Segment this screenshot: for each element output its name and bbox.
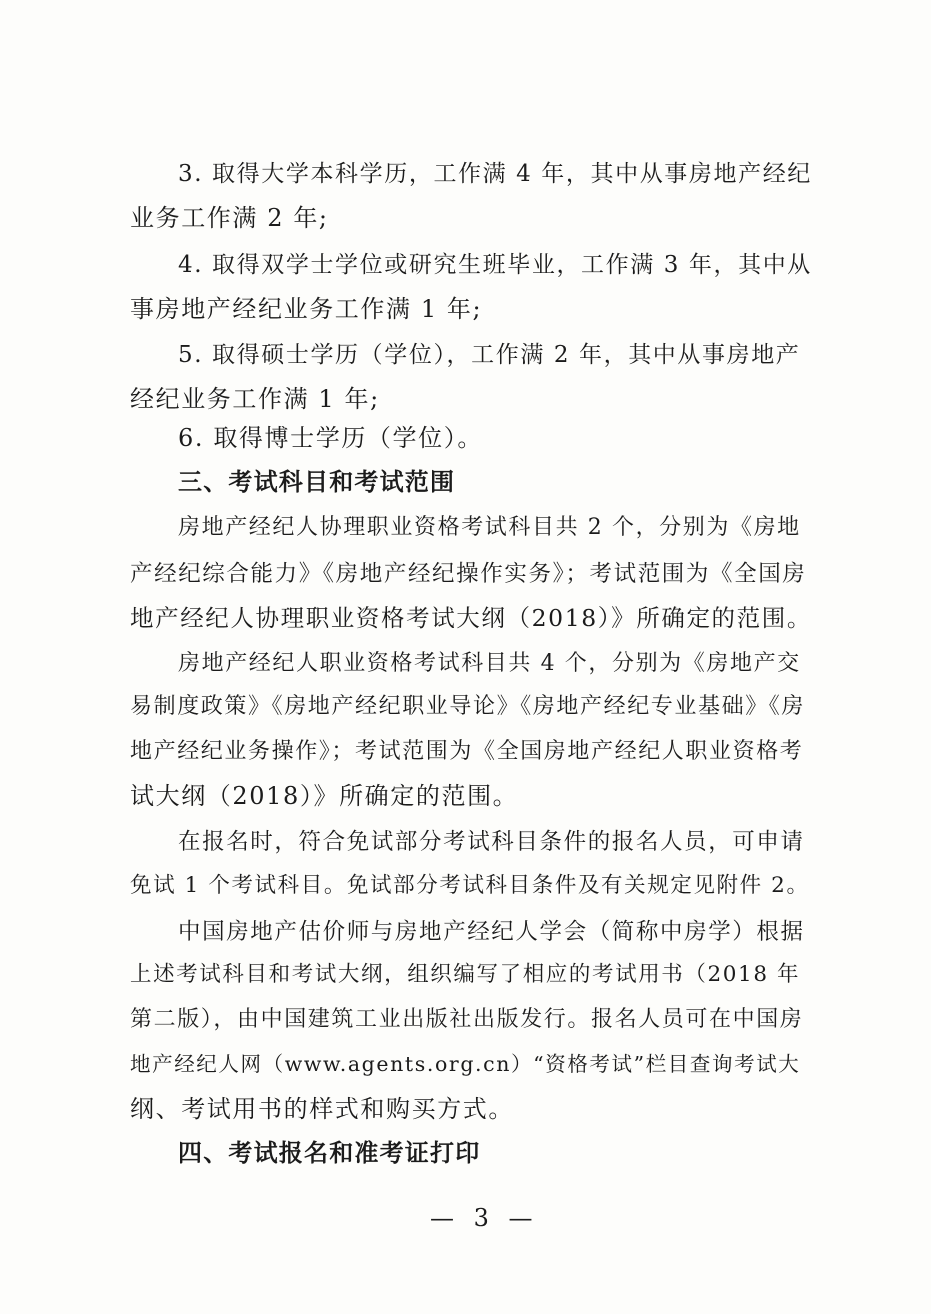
paragraph-4-line-3: 第二版），由中国建筑工业出版社出版发行。报名人员可在中国房 bbox=[130, 1007, 804, 1032]
paragraph-2-line-2: 易制度政策》《房地产经纪职业导论》《房地产经纪专业基础》《房 bbox=[130, 694, 806, 719]
paragraph-1-line-1: 房地产经纪人协理职业资格考试科目共 2 个，分别为《房地 bbox=[178, 515, 801, 540]
paragraph-4-line-5: 纲、考试用书的样式和购买方式。 bbox=[130, 1095, 514, 1123]
paragraph-1-line-2: 产经纪综合能力》《房地产经纪操作实务》；考试范围为《全国房 bbox=[130, 561, 807, 587]
list-item-3-line-1: 3. 取得大学本科学历，工作满 4 年，其中从事房地产经纪 bbox=[178, 161, 812, 187]
paragraph-3-line-1: 在报名时，符合免试部分考试科目条件的报名人员，可申请 bbox=[178, 829, 805, 855]
paragraph-2-line-1: 房地产经纪人职业资格考试科目共 4 个，分别为《房地产交 bbox=[178, 651, 801, 676]
paragraph-1-line-3: 地产经纪人协理职业资格考试大纲（2018）》所确定的范围。 bbox=[130, 604, 812, 632]
paragraph-4-line-1: 中国房地产估价师与房地产经纪人学会（简称中房学）根据 bbox=[178, 919, 805, 945]
paragraph-2-line-3: 地产经纪业务操作》；考试范围为《全国房地产经纪人职业资格考 bbox=[130, 739, 804, 764]
paragraph-4-line-2: 上述考试科目和考试大纲，组织编写了相应的考试用书（2018 年 bbox=[130, 962, 801, 987]
list-item-4-line-1: 4. 取得双学士学位或研究生班毕业，工作满 3 年，其中从 bbox=[178, 252, 812, 278]
list-item-3-line-2: 业务工作满 2 年; bbox=[130, 204, 329, 232]
page-number: — 3 — bbox=[430, 1204, 539, 1232]
paragraph-2-line-4: 试大纲（2018）》所确定的范围。 bbox=[130, 782, 519, 810]
list-item-6: 6. 取得博士学历（学位）。 bbox=[178, 424, 483, 452]
paragraph-4-line-4: 地产经纪人网（www.agents.org.cn）“资格考试”栏目查询考试大 bbox=[130, 1052, 801, 1076]
list-item-5-line-1: 5. 取得硕士学历（学位），工作满 2 年，其中从事房地产 bbox=[178, 342, 801, 368]
section-heading-3: 三、考试科目和考试范围 bbox=[178, 468, 456, 496]
list-item-5-line-2: 经纪业务工作满 1 年; bbox=[130, 385, 380, 413]
list-item-4-line-2: 事房地产经纪业务工作满 1 年; bbox=[130, 295, 483, 323]
section-heading-4: 四、考试报名和准考证打印 bbox=[178, 1139, 481, 1167]
paragraph-3-line-2: 免试 1 个考试科目。免试部分考试科目条件及有关规定见附件 2。 bbox=[130, 873, 810, 898]
